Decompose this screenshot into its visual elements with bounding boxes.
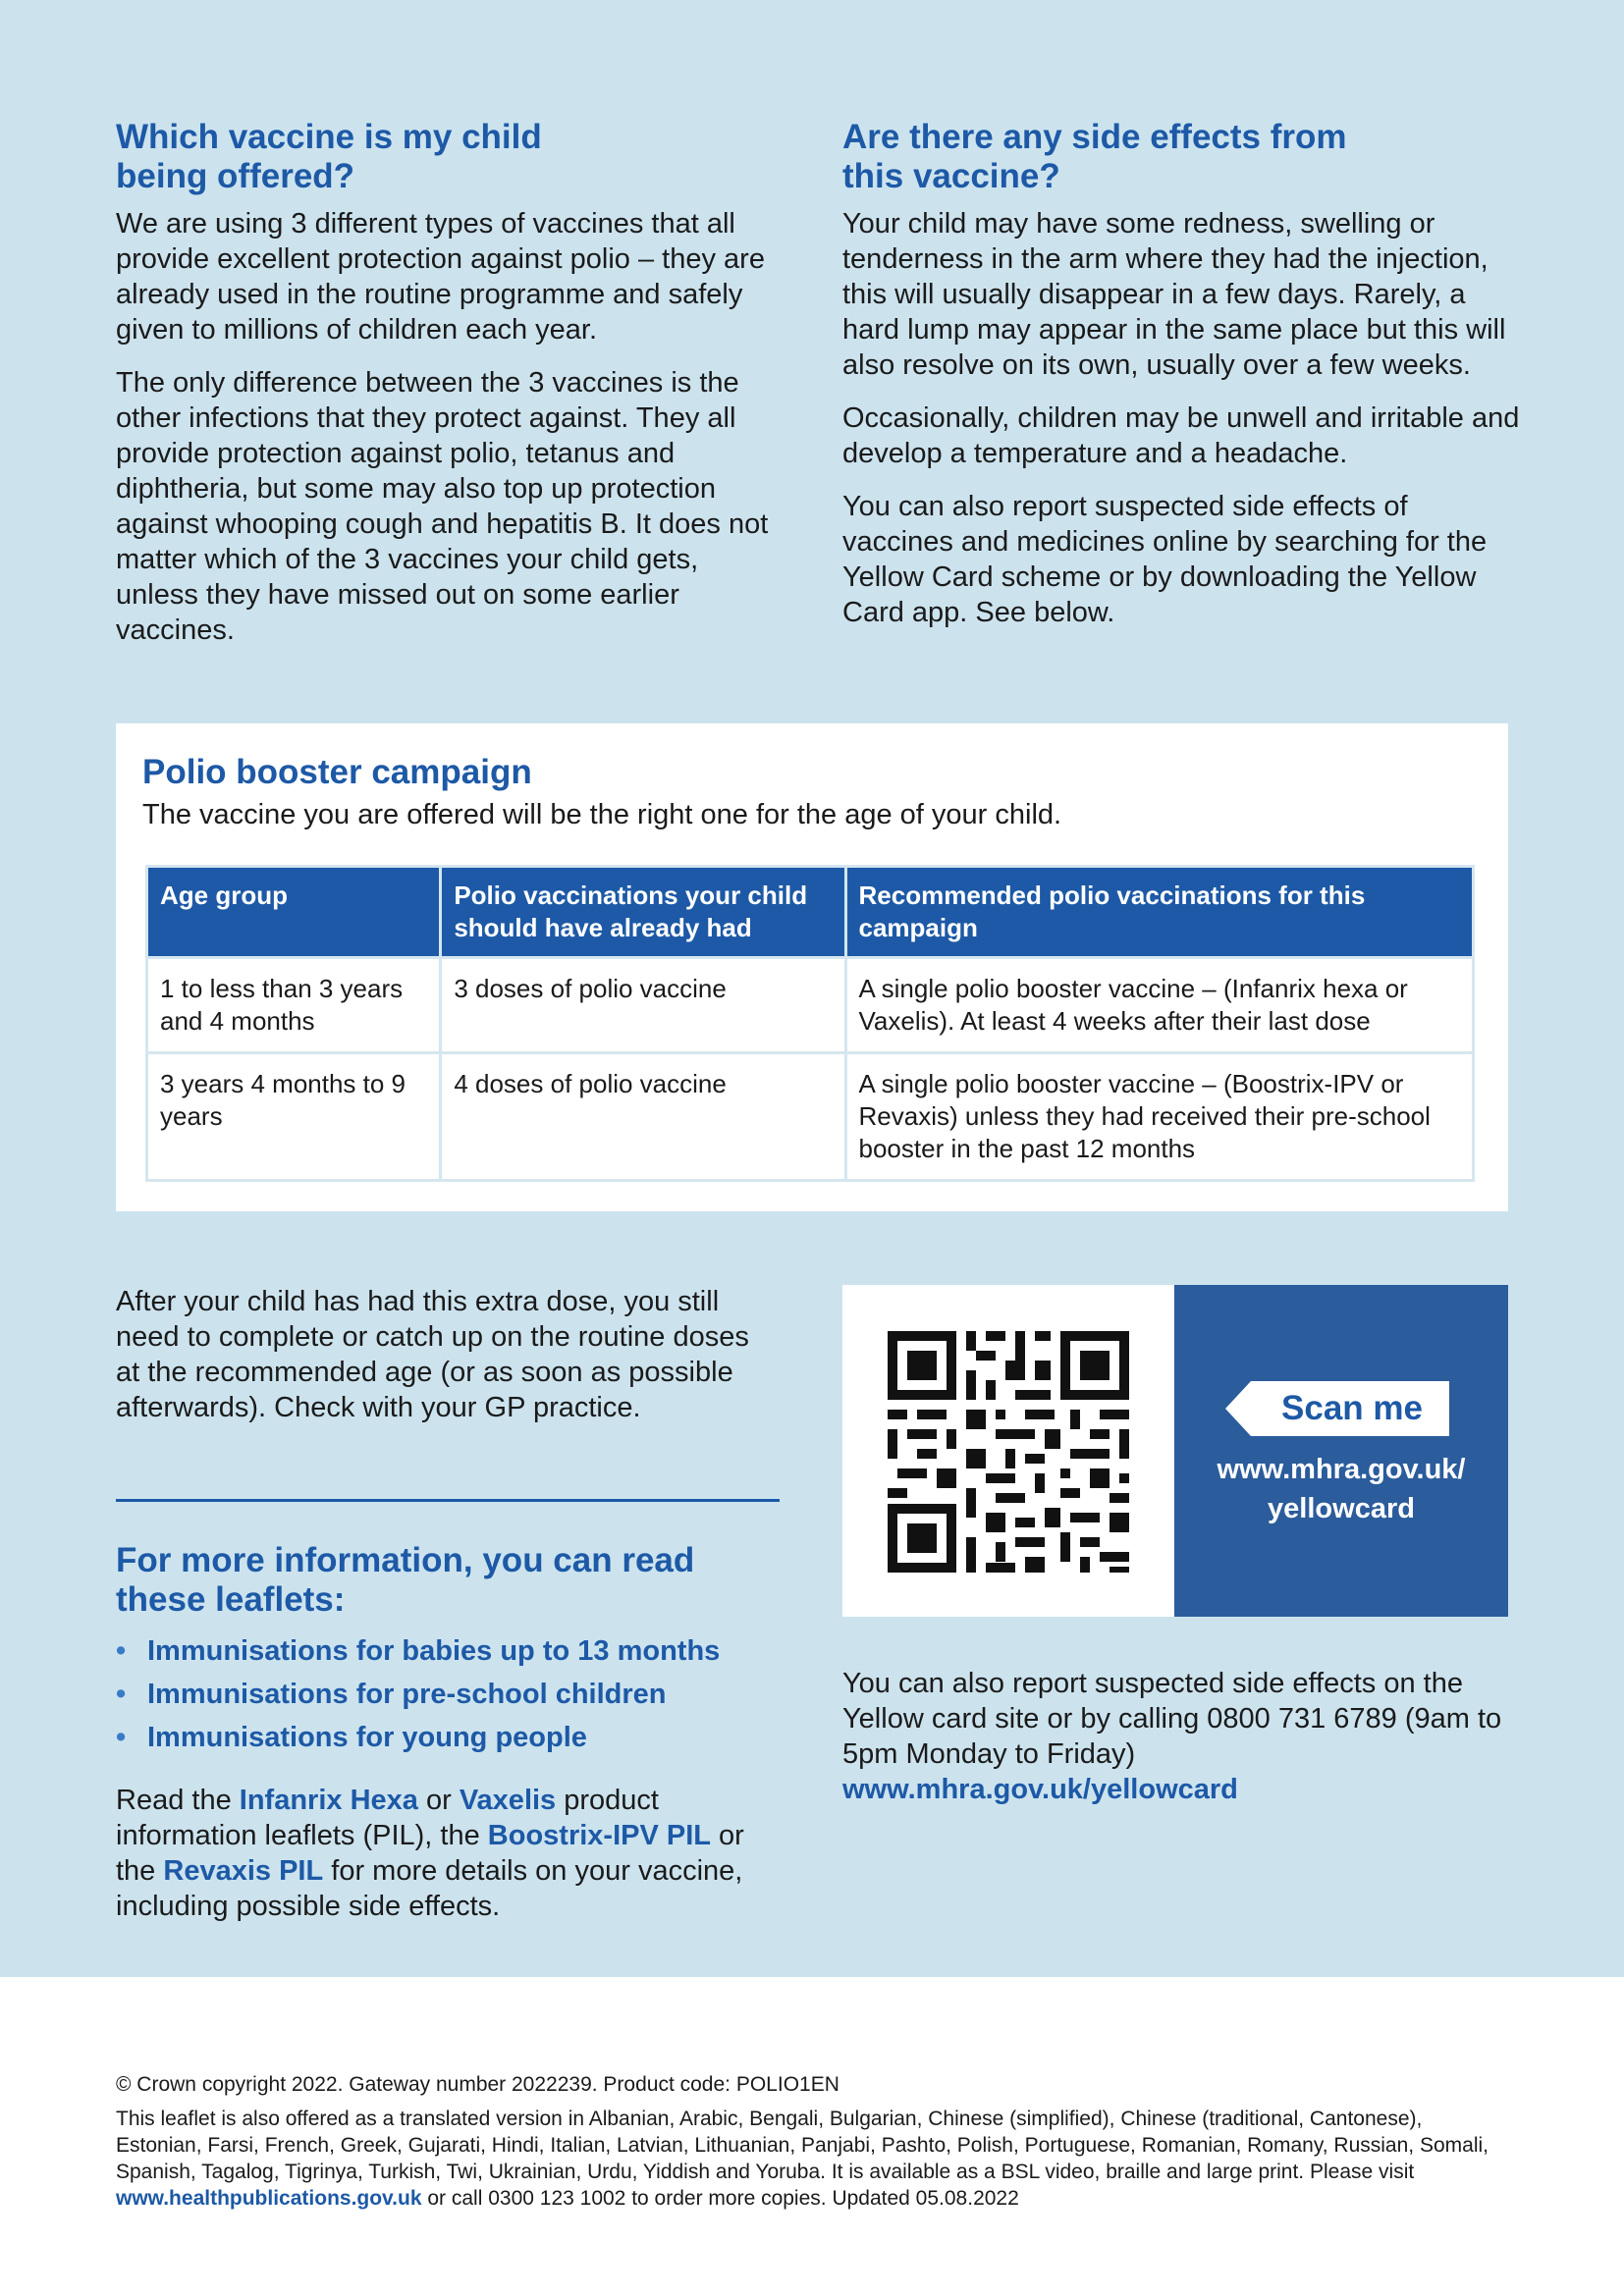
boostrix-ipv-pil-link[interactable]: Boostrix-IPV PIL: [487, 1820, 711, 1851]
after-dose-section: [116, 1284, 784, 1425]
header-recommended: Recommended polio vaccinations for this campaign: [845, 867, 1473, 958]
header-already-had: Polio vaccinations your child should have already had: [441, 867, 845, 958]
vaccine-offered-paragraph-1: We are using 3 different types of vaccines that all provide excellent protection against polio – they are already used in the routine programme and safely given to millions of children each year.: [116, 208, 765, 346]
bullet: •: [116, 1679, 127, 1710]
vaccine-offered-heading: Which vaccine is my child being offered?: [116, 118, 542, 195]
yellowcard-link[interactable]: www.mhra.gov.uk/yellowcard: [842, 1774, 1238, 1805]
report-text: You can also report suspected side effects on the Yellow card site or by calling 0800 731 6789 (9am to 5pm Monday to Friday): [842, 1668, 1502, 1770]
leaflet-list: [116, 1629, 803, 1759]
campaign-intro: The vaccine you are offered will be the right one for the age of your child.: [142, 799, 1062, 830]
leaflet-link-young-people[interactable]: • Immunisations for young people: [116, 1716, 803, 1759]
leaflet-link-preschool[interactable]: • Immunisations for pre-school children: [116, 1673, 803, 1716]
side-effects-section: [842, 118, 1520, 630]
header-age-group: Age group: [147, 867, 441, 958]
table-cell: 4 doses of polio vaccine: [441, 1053, 845, 1181]
scan-me-tag: [1225, 1381, 1449, 1436]
pil-paragraph: Read the Infanrix Hexa or Vaxelis product information leaflets (PIL), the Boostrix-IPV PIL or the Revaxis PIL for more details on your vaccine, including possible side effects.: [116, 1785, 744, 1922]
leaflet-link-babies[interactable]: • Immunisations for babies up to 13 months: [116, 1629, 803, 1673]
report-section: [842, 1666, 1520, 1807]
campaign-box: [116, 723, 1508, 1211]
table-cell: A single polio booster vaccine – (Infanrix hexa or Vaxelis). At least 4 weeks after their last dose: [845, 958, 1473, 1053]
after-dose-text: After your child has had this extra dose, you still need to complete or catch up on the routine doses at the recommended age (or as soon as possible afterwards). Check with your GP practice.: [116, 1286, 749, 1423]
scan-me-url[interactable]: www.mhra.gov.uk/ yellowcard: [1217, 1454, 1466, 1524]
qr-code[interactable]: [842, 1285, 1174, 1617]
side-effects-paragraph-3: You can also report suspected side effects of vaccines and medicines online by searching for the Yellow Card scheme or by downloading the Yellow Card app. See below.: [842, 491, 1488, 628]
side-effects-paragraph-2: Occasionally, children may be unwell and irritable and develop a temperature and a headache.: [842, 402, 1520, 469]
campaign-title: Polio booster campaign: [142, 753, 532, 791]
table-cell: 3 doses of polio vaccine: [441, 958, 845, 1053]
qr-code-icon: [842, 1285, 1174, 1617]
vaccine-offered-section: [116, 118, 784, 648]
copyright-text: © Crown copyright 2022. Gateway number 2022239. Product code: POLIO1EN: [116, 2073, 839, 2096]
translation-note: This leaflet is also offered as a translated version in Albanian, Arabic, Bengali, Bulgarian, Chinese (simplified), Chinese (traditional, Cantonese), Estonian, Farsi, French, Greek, Gujarati, Hindi, Italian, Latvian, Lithuanian, Panjabi, Pashto, Polish, Portuguese, Romanian, Romany, Russian, Somali, Spanish, Tagalog, Tigrinya, Turkish, Twi, Ukrainian, Urdu, Yiddish and Yoruba. It is available as a BSL video, braille and large print. Please visit www.healthpublications.gov.uk or call 0300 123 1002 to order more copies. Updated 05.08.2022: [116, 2108, 1489, 2210]
bullet: •: [116, 1635, 127, 1667]
table-header-row: [147, 867, 1474, 958]
scan-me-panel: [842, 1285, 1508, 1617]
vaxelis-link[interactable]: Vaxelis: [459, 1785, 557, 1816]
footer: [116, 2071, 1510, 2212]
bullet: •: [116, 1722, 127, 1753]
table-cell: 1 to less than 3 years and 4 months: [147, 958, 441, 1053]
healthpublications-link[interactable]: www.healthpublications.gov.uk: [116, 2187, 422, 2210]
vaccine-offered-paragraph-2: The only difference between the 3 vaccines is the other infections that they protect against. They all provide protection against polio, tetanus and diphtheria, but some may also top up protection against whooping cough and hepatitis B. It does not matter which of the 3 vaccines your child gets, unless they have missed out on some earlier vaccines.: [116, 367, 769, 646]
table-row: [147, 1053, 1474, 1181]
scan-me-blue-panel: [1174, 1285, 1508, 1617]
side-effects-heading: Are there any side effects from this vaccine?: [842, 118, 1347, 195]
section-divider: [116, 1499, 780, 1502]
table-cell: 3 years 4 months to 9 years: [147, 1053, 441, 1181]
table-cell: A single polio booster vaccine – (Boostrix-IPV or Revaxis) unless they had received their pre-school booster in the past 12 months: [845, 1053, 1473, 1181]
scan-me-label: Scan me: [1281, 1389, 1423, 1427]
revaxis-pil-link[interactable]: Revaxis PIL: [163, 1855, 324, 1887]
infanrix-hexa-link[interactable]: Infanrix Hexa: [239, 1785, 418, 1816]
side-effects-paragraph-1: Your child may have some redness, swelling or tenderness in the arm where they had the injection, this will usually disappear in a few days. Rarely, a hard lump may appear in the same place but this will also resolve on its own, usually over a few weeks.: [842, 208, 1506, 381]
campaign-table: [145, 865, 1475, 1182]
table-row: [147, 958, 1474, 1053]
more-info-heading: For more information, you can read these leaflets:: [116, 1541, 695, 1619]
more-info-section: [116, 1541, 803, 1924]
